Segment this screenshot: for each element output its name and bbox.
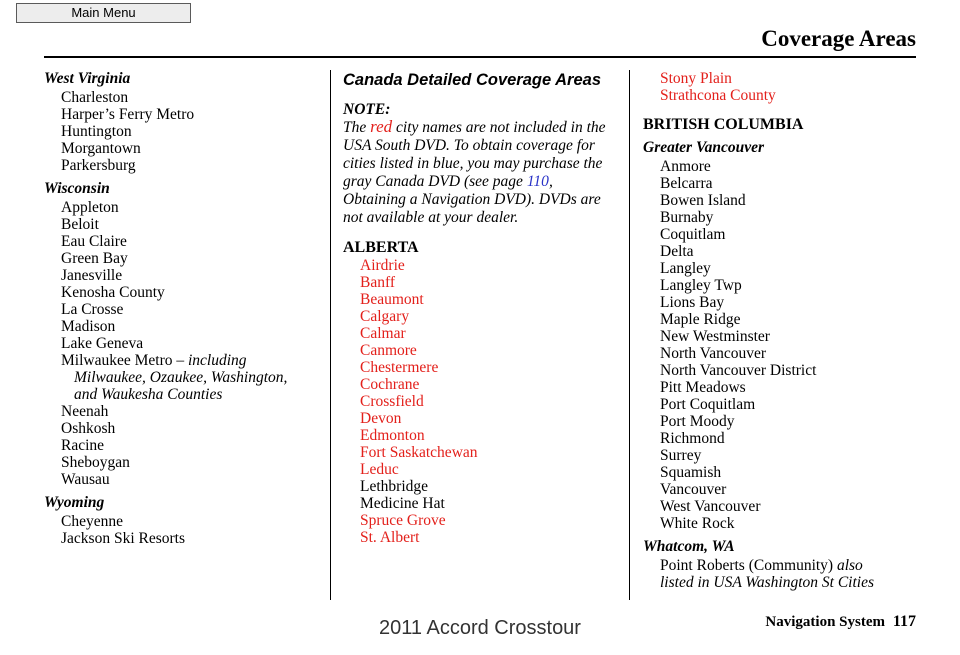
city-item: Devon [360, 410, 402, 427]
city-item: Crossfield [360, 393, 424, 410]
note-post: , Obtaining a Navigation DVD). DVDs are not available at your dealer. [343, 173, 601, 226]
alberta-city-list [343, 257, 618, 546]
city-item: Harper’s Ferry Metro [61, 106, 195, 123]
milwaukee-note: including [187, 352, 247, 369]
city-item: Delta [660, 243, 694, 260]
city-item: Parkersburg [61, 157, 136, 174]
city-item: Canmore [360, 342, 417, 359]
city-item: Cochrane [360, 376, 420, 393]
milwaukee-city: Milwaukee Metro – [61, 352, 185, 369]
city-item: Calmar [360, 325, 406, 342]
note-mid: city names are not included in the USA South DVD. To obtain coverage for cities listed in blue, you may purchase the gray Canada DVD (see page [343, 119, 606, 190]
city-item: Racine [61, 437, 105, 454]
city-list-wisconsin [44, 199, 314, 352]
footer-label: Navigation System [765, 614, 885, 630]
column-divider-1 [330, 70, 331, 600]
us-states-column [44, 70, 314, 547]
city-item: Wausau [61, 471, 110, 488]
city-item: Green Bay [61, 250, 128, 267]
city-list-wyoming [44, 513, 314, 547]
city-item: Banff [360, 274, 396, 291]
point-roberts-note-b: listed in USA Washington St Cities [660, 574, 875, 591]
city-item: Calgary [360, 308, 410, 325]
city-item: Edmonton [360, 427, 425, 444]
city-item: Oshkosh [61, 420, 116, 437]
city-item: Burnaby [660, 209, 714, 226]
city-item: Stony Plain [660, 70, 732, 87]
city-item: Pitt Meadows [660, 379, 746, 396]
alberta-city-list-continued [643, 70, 923, 104]
main-menu-button[interactable]: Main Menu [16, 3, 191, 23]
city-list-greater-vancouver [643, 158, 923, 532]
city-item: Strathcona County [660, 87, 776, 104]
milwaukee-continuation: Milwaukee, Ozaukee, Washington, and Waukesha Counties [74, 369, 288, 403]
city-item: Sheboygan [61, 454, 130, 471]
city-item: Lake Geneva [61, 335, 144, 352]
city-point-roberts [643, 557, 923, 574]
city-item: Coquitlam [660, 226, 726, 243]
city-item: Port Moody [660, 413, 735, 430]
british-columbia-column [643, 70, 923, 591]
city-item: North Vancouver [660, 345, 767, 362]
city-item: Anmore [660, 158, 711, 175]
city-item: Beloit [61, 216, 99, 233]
city-item: Jackson Ski Resorts [61, 530, 185, 547]
city-item: Bowen Island [660, 192, 746, 209]
city-item: Vancouver [660, 481, 727, 498]
city-item: Lions Bay [660, 294, 725, 311]
point-roberts-city: Point Roberts (Community) [660, 557, 834, 574]
note-text [343, 118, 618, 227]
city-item: Squamish [660, 464, 722, 481]
city-item: Langley [660, 260, 711, 277]
city-item: Chestermere [360, 359, 439, 376]
city-item: Port Coquitlam [660, 396, 756, 413]
city-item: Belcarra [660, 175, 713, 192]
column-divider-2 [629, 70, 630, 600]
canada-column [343, 70, 618, 546]
city-item: Surrey [660, 447, 702, 464]
city-item: Leduc [360, 461, 399, 478]
state-heading-west-virginia: West Virginia [44, 70, 131, 87]
province-alberta: ALBERTA [343, 239, 419, 256]
city-item: Eau Claire [61, 233, 127, 250]
note-pre: The [343, 119, 367, 136]
page-number: 117 [892, 613, 916, 630]
city-item: Madison [61, 318, 116, 335]
city-item: Huntington [61, 123, 132, 140]
page-title: Coverage Areas [761, 26, 916, 51]
canada-title: Canada Detailed Coverage Areas [343, 71, 601, 89]
region-whatcom: Whatcom, WA [643, 538, 735, 555]
city-item: Spruce Grove [360, 512, 446, 529]
city-item: Airdrie [360, 257, 405, 274]
province-british-columbia: BRITISH COLUMBIA [643, 116, 804, 133]
city-item: Langley Twp [660, 277, 742, 294]
region-greater-vancouver: Greater Vancouver [643, 139, 764, 156]
city-item: Maple Ridge [660, 311, 741, 328]
title-divider [44, 56, 916, 58]
city-item: Beaumont [360, 291, 424, 308]
state-heading-wyoming: Wyoming [44, 494, 105, 511]
city-item: North Vancouver District [660, 362, 817, 379]
city-item: Janesville [61, 267, 123, 284]
city-item: Kenosha County [61, 284, 165, 301]
city-milwaukee-metro [44, 352, 314, 369]
point-roberts-note-a: also [836, 557, 863, 574]
city-item: Neenah [61, 403, 109, 420]
city-item: White Rock [660, 515, 735, 532]
state-heading-wisconsin: Wisconsin [44, 180, 110, 197]
city-item: St. Albert [360, 529, 420, 546]
city-item: Charleston [61, 89, 129, 106]
city-item: West Vancouver [660, 498, 761, 515]
city-item: New Westminster [660, 328, 770, 345]
city-item: Cheyenne [61, 513, 123, 530]
city-item: La Crosse [61, 301, 124, 318]
city-item: Morgantown [61, 140, 141, 157]
note-red-word: red [370, 117, 393, 136]
city-item: Medicine Hat [360, 495, 445, 512]
city-list-west-virginia [44, 89, 314, 174]
city-item: Fort Saskatchewan [360, 444, 478, 461]
city-list-wisconsin-after [44, 403, 314, 488]
city-item: Appleton [61, 199, 119, 216]
watermark: 2011 Accord Crosstour [379, 617, 581, 639]
city-item: Lethbridge [360, 478, 429, 495]
note-page-link[interactable]: 110 [526, 173, 549, 190]
note-label: NOTE: [343, 101, 391, 118]
city-item: Richmond [660, 430, 725, 447]
